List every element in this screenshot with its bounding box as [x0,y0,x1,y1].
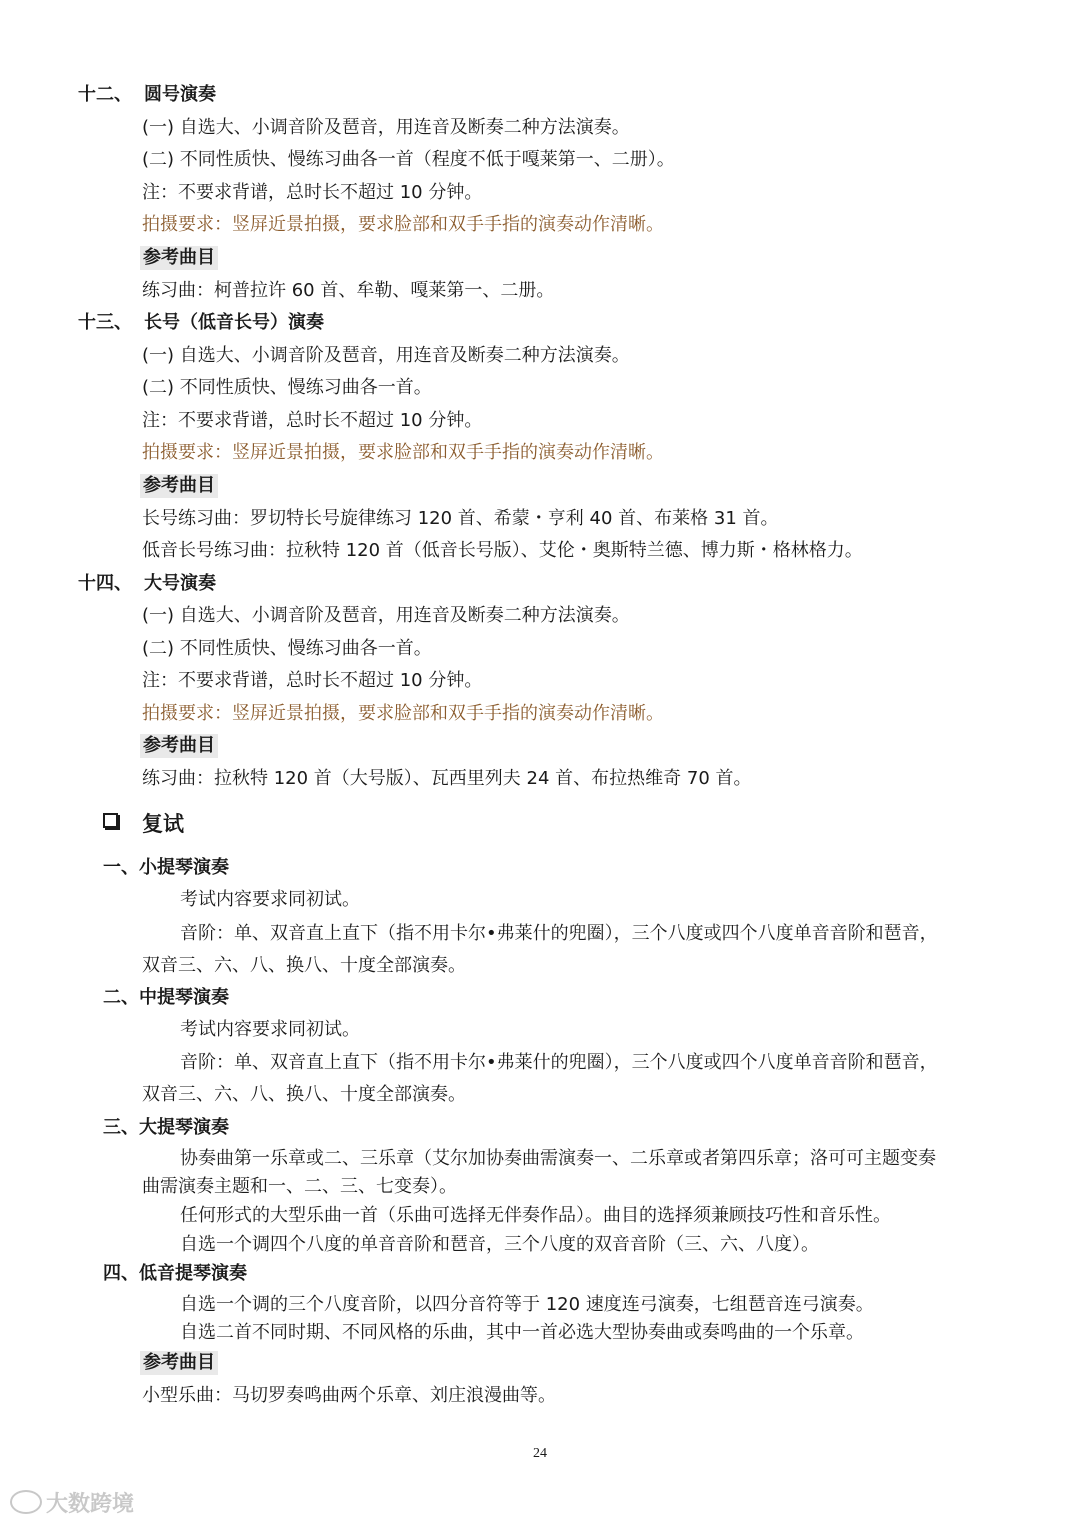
requirement-2: (二) 不同性质快、慢练习曲各一首。 [142,377,432,398]
watermark-logo-icon [10,1490,42,1514]
note: 注：不要求背谱，总时长不超过 10 分钟。 [142,670,483,691]
reference-repertoire-label: 参考曲目 [140,734,218,758]
section-title: 大号演奏 [144,573,216,594]
paragraph-continuation: 双音三、六、八、换八、十度全部演奏。 [142,1084,466,1105]
reference-repertoire-label: 参考曲目 [140,474,218,498]
reference-item: 长号练习曲：罗切特长号旋律练习 120 首、希蒙・亨利 40 首、布莱格 31 首。 [142,508,779,529]
section-heading-trombone [78,311,324,335]
subsection-heading-cello: 三、大提琴演奏 [103,1117,229,1138]
section-heading-tuba [78,572,216,596]
paragraph: 自选一个调的三个八度音阶，以四分音符等于 120 速度连弓演奏，七组琶音连弓演奏。 [180,1294,874,1315]
paragraph: 音阶：单、双音直上直下（指不用卡尔•弗莱什的兜圈），三个八度或四个八度单音音阶和琶音， [180,923,938,944]
paragraph: 考试内容要求同初试。 [180,1019,360,1040]
reference-repertoire-label: 参考曲目 [140,246,218,270]
watermark-text: 大数跨境 [46,1492,135,1517]
paragraph: 自选一个调四个八度的单音音阶和琶音，三个八度的双音音阶（三、六、八度）。 [180,1234,819,1255]
section-number: 十四、 [78,573,132,594]
reference-item: 低音长号练习曲：拉秋特 120 首（低音长号版）、艾伦・奥斯特兰德、博力斯・格林格力。 [142,540,863,561]
section-title: 圆号演奏 [144,84,216,105]
retest-heading [103,810,184,838]
filming-requirement: 拍摄要求：竖屏近景拍摄，要求脸部和双手手指的演奏动作清晰。 [142,214,664,235]
subsection-heading-viola: 二、中提琴演奏 [103,987,229,1008]
filming-requirement: 拍摄要求：竖屏近景拍摄，要求脸部和双手手指的演奏动作清晰。 [142,442,664,463]
paragraph: 协奏曲第一乐章或二、三乐章（艾尔加协奏曲需演奏一、二乐章或者第四乐章；洛可可主题变奏 [180,1148,936,1169]
note: 注：不要求背谱，总时长不超过 10 分钟。 [142,410,483,431]
retest-title: 复试 [142,812,184,836]
requirement-1: (一) 自选大、小调音阶及琶音，用连音及断奏二种方法演奏。 [142,117,630,138]
paragraph: 任何形式的大型乐曲一首（乐曲可选择无伴奏作品）。曲目的选择须兼顾技巧性和音乐性。 [180,1205,891,1226]
reference-repertoire-label: 参考曲目 [140,1351,218,1375]
reference-item: 练习曲：柯普拉许 60 首、牟勒、嘎莱第一、二册。 [142,280,555,301]
section-title: 长号（低音长号）演奏 [144,312,324,333]
paragraph-continuation: 曲需演奏主题和一、二、三、七变奏）。 [142,1176,457,1197]
section-number: 十三、 [78,312,132,333]
reference-item: 练习曲：拉秋特 120 首（大号版）、瓦西里列夫 24 首、布拉热维奇 70 首。 [142,768,752,789]
paragraph: 考试内容要求同初试。 [180,889,360,910]
requirement-2: (二) 不同性质快、慢练习曲各一首（程度不低于嘎莱第一、二册）。 [142,149,675,170]
reference-item: 小型乐曲：马切罗奏鸣曲两个乐章、刘庄浪漫曲等。 [142,1385,556,1406]
watermark [10,1490,134,1520]
paragraph-continuation: 双音三、六、八、换八、十度全部演奏。 [142,955,466,976]
checkbox-bullet-icon [103,813,118,828]
paragraph: 自选二首不同时期、不同风格的乐曲，其中一首必选大型协奏曲或奏鸣曲的一个乐章。 [180,1322,864,1343]
section-number: 十二、 [78,84,132,105]
filming-requirement: 拍摄要求：竖屏近景拍摄，要求脸部和双手手指的演奏动作清晰。 [142,703,664,724]
section-heading-horn [78,83,216,107]
requirement-2: (二) 不同性质快、慢练习曲各一首。 [142,638,432,659]
note: 注：不要求背谱，总时长不超过 10 分钟。 [142,182,483,203]
paragraph: 音阶：单、双音直上直下（指不用卡尔•弗莱什的兜圈），三个八度或四个八度单音音阶和琶音， [180,1052,938,1073]
requirement-1: (一) 自选大、小调音阶及琶音，用连音及断奏二种方法演奏。 [142,345,630,366]
page-number: 24 [533,1446,547,1461]
requirement-1: (一) 自选大、小调音阶及琶音，用连音及断奏二种方法演奏。 [142,605,630,626]
subsection-heading-violin: 一、小提琴演奏 [103,857,229,878]
subsection-heading-double-bass: 四、低音提琴演奏 [103,1263,247,1284]
